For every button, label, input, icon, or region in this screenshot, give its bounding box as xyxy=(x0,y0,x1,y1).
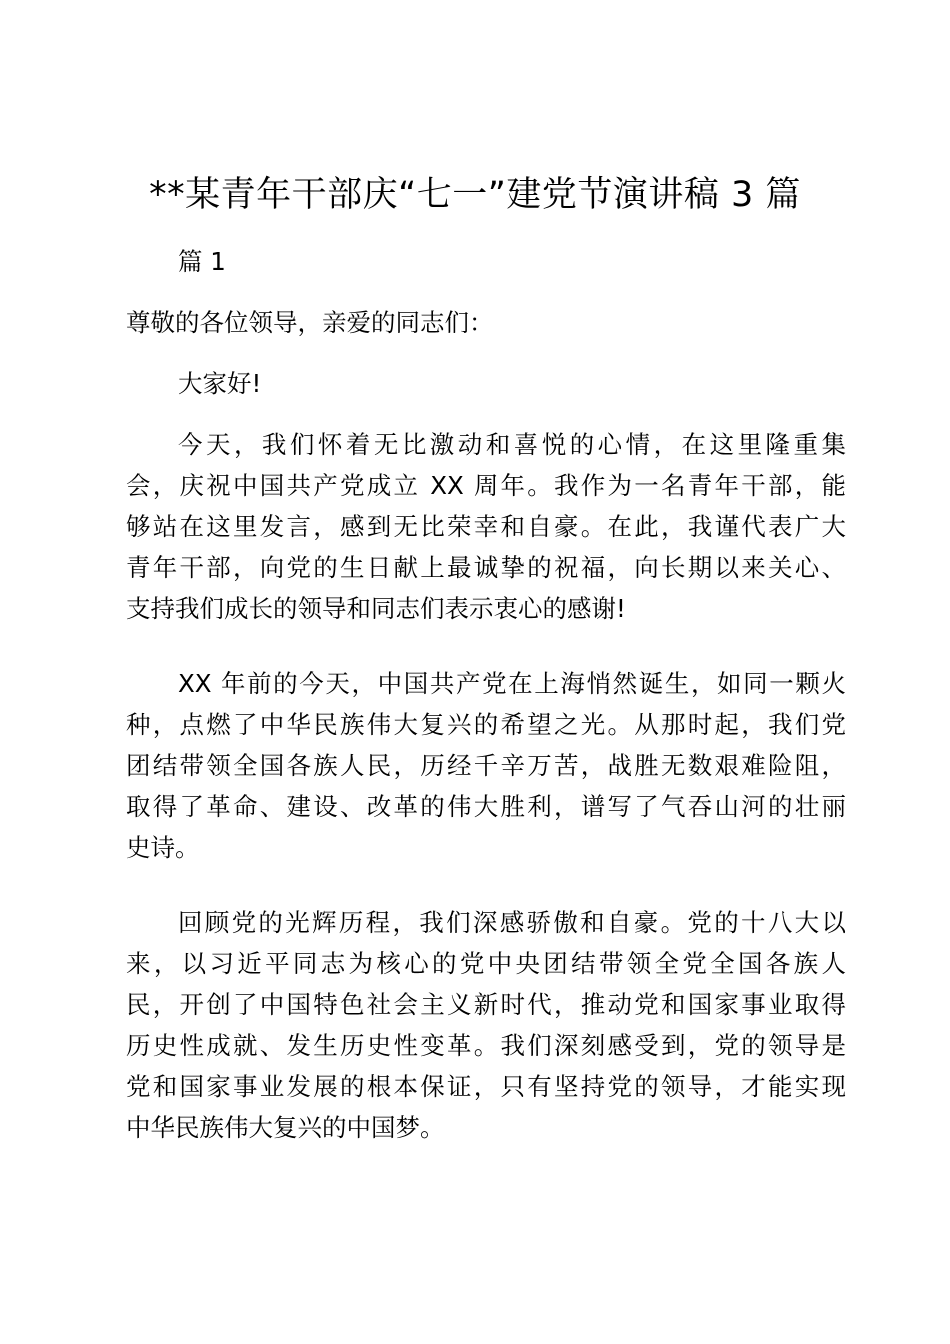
paragraph-line: 种，点燃了中华民族伟大复兴的希望之光。从那时起，我们党 xyxy=(126,710,846,739)
greeting: 大家好! xyxy=(178,369,262,398)
paragraph-1 xyxy=(126,424,846,629)
paragraph-line: 会，庆祝中国共产党成立 XX 周年。我作为一名青年干部，能 xyxy=(126,471,846,500)
paragraph-2 xyxy=(126,663,846,868)
paragraph-line: 中华民族伟大复兴的中国梦。 xyxy=(126,1113,445,1142)
paragraph-line: 史诗。 xyxy=(126,833,200,862)
section-label: 篇 1 xyxy=(178,247,226,276)
paragraph-line: 今天，我们怀着无比激动和喜悦的心情，在这里隆重集 xyxy=(178,430,846,459)
paragraph-line: 历史性成就、发生历史性变革。我们深刻感受到，党的领导是 xyxy=(126,1031,846,1060)
document-title: **某青年干部庆“七一”建党节演讲稿 3 篇 xyxy=(149,175,801,215)
paragraph-line: 来，以习近平同志为核心的党中央团结带领全党全国各族人 xyxy=(126,949,846,978)
paragraph-line: 青年干部，向党的生日献上最诚挚的祝福，向长期以来关心、 xyxy=(126,553,846,582)
paragraph-line: 回顾党的光辉历程，我们深感骄傲和自豪。党的十八大以 xyxy=(178,908,846,937)
paragraph-3 xyxy=(126,902,846,1148)
paragraph-line: 取得了革命、建设、改革的伟大胜利，谱写了气吞山河的壮丽 xyxy=(126,792,846,821)
paragraph-line: 够站在这里发言，感到无比荣幸和自豪。在此，我谨代表广大 xyxy=(126,512,846,541)
paragraph-line: 团结带领全国各族人民，历经千辛万苦，战胜无数艰难险阻， xyxy=(126,751,846,780)
salutation: 尊敬的各位领导，亲爱的同志们： xyxy=(126,308,494,337)
paragraph-line: 支持我们成长的领导和同志们表示衷心的感谢! xyxy=(126,594,626,623)
paragraph-line: XX 年前的今天，中国共产党在上海悄然诞生，如同一颗火 xyxy=(178,669,846,698)
paragraph-line: 民，开创了中国特色社会主义新时代，推动党和国家事业取得 xyxy=(126,990,846,1019)
paragraph-line: 党和国家事业发展的根本保证，只有坚持党的领导，才能实现 xyxy=(126,1072,846,1101)
